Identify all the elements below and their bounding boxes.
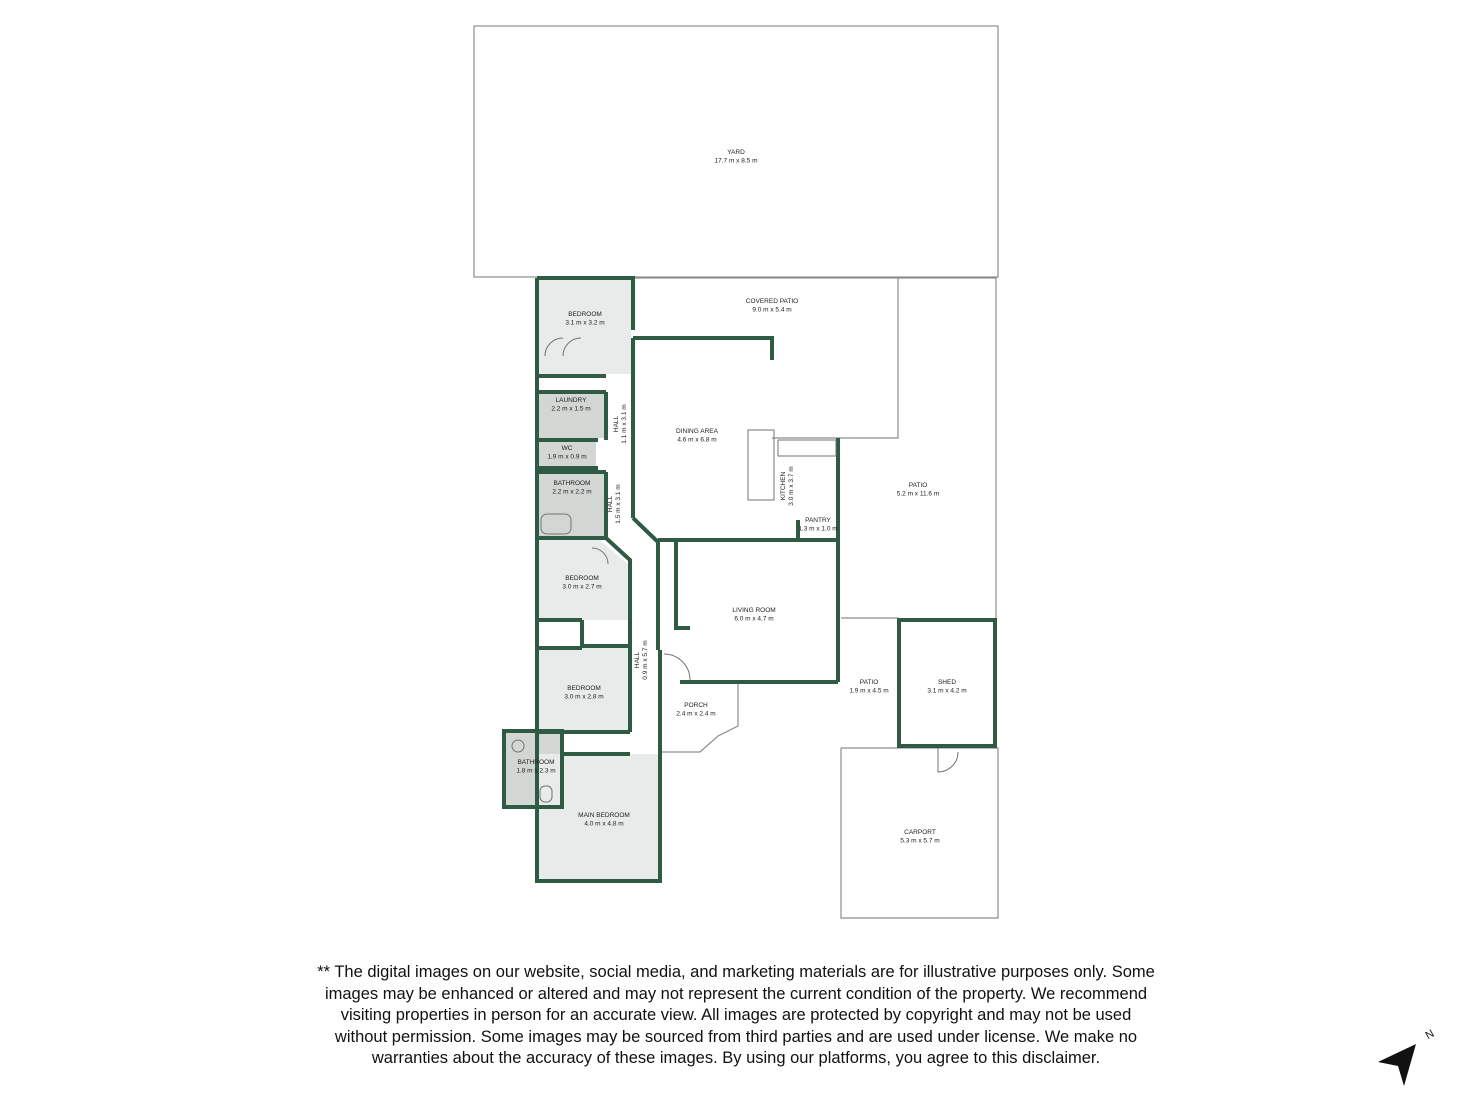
label-main-bedroom: MAIN BEDROOM 4.0 m x 4.8 m <box>578 812 630 828</box>
label-dining-area: DINING AREA 4.6 m x 6.8 m <box>676 428 718 444</box>
label-shed: SHED 3.1 m x 4.2 m <box>927 679 967 695</box>
disclaimer-line: visiting properties in person for an accurate view. All images are protected by copyright and may not be used <box>340 1006 1132 1024</box>
north-arrow-shape <box>1378 1044 1416 1086</box>
kitchen-counter <box>778 440 836 456</box>
disclaimer-text <box>286 962 1186 1070</box>
wall-dining-diag <box>633 518 658 650</box>
label-bedroom-2: BEDROOM 3.0 m x 2.7 m <box>562 575 602 591</box>
bedroom-1-fill <box>538 280 631 374</box>
label-patio-1: PATIO 5.2 m x 11.6 m <box>896 482 940 498</box>
label-yard: YARD 17.7 m x 8.5 m <box>714 149 758 165</box>
north-arrow-icon <box>1372 1026 1438 1092</box>
porch-outline <box>662 684 738 752</box>
label-kitchen: KITCHEN3.0 m x 3.7 m <box>780 466 795 506</box>
label-hall-1: HALL1.1 m x 3.1 m <box>613 404 628 444</box>
patio-outline <box>898 278 996 618</box>
label-carport: CARPORT 5.3 m x 5.7 m <box>900 829 940 845</box>
disclaimer-line: without permission. Some images may be sourced from third parties and are used under license. We make no <box>334 1027 1138 1046</box>
north-label: N <box>1423 1027 1437 1043</box>
label-covered-patio: COVERED PATIO 9.0 m x 5.4 m <box>745 298 799 314</box>
wall-dining-top <box>633 338 772 360</box>
disclaimer-line: images may be enhanced or altered and may not represent the current condition of the property. We recommend <box>324 984 1148 1003</box>
label-bedroom-1: BEDROOM 3.1 m x 3.2 m <box>565 311 605 327</box>
disclaimer-line: warranties about the accuracy of these images. By using our platforms, you agree to this disclaimer. <box>371 1049 1101 1067</box>
label-pantry: PANTRY 1.3 m x 1.0 m <box>798 517 838 533</box>
label-porch: PORCH 2.4 m x 2.4 m <box>676 702 716 718</box>
label-wc: WC 1.9 m x 0.9 m <box>547 445 587 461</box>
wall-hall-closet <box>676 540 690 628</box>
label-patio-2: PATIO 1.9 m x 4.5 m <box>849 679 889 695</box>
label-bathroom-2: BATHROOM 1.8 m x 2.3 m <box>516 759 556 775</box>
label-living-room: LIVING ROOM 6.0 m x 4.7 m <box>732 607 776 623</box>
label-bathroom-1: BATHROOM 2.2 m x 2.2 m <box>552 480 592 496</box>
disclaimer-line: ** The digital images on our website, social media, and marketing materials are for illustrative purposes only. Some <box>317 963 1155 981</box>
wall-closet <box>582 620 630 646</box>
label-bedroom-3: BEDROOM 3.0 m x 2.8 m <box>564 685 604 701</box>
door-shed <box>938 748 958 772</box>
label-hall-3: HALL0.9 m x 5.7 m <box>634 640 649 680</box>
door-porch <box>664 654 690 680</box>
kitchen-island <box>748 430 774 500</box>
label-laundry: LAUNDRY 2.2 m x 1.5 m <box>551 397 591 413</box>
label-hall-2: HALL1.5 m x 3.1 m <box>607 484 622 524</box>
